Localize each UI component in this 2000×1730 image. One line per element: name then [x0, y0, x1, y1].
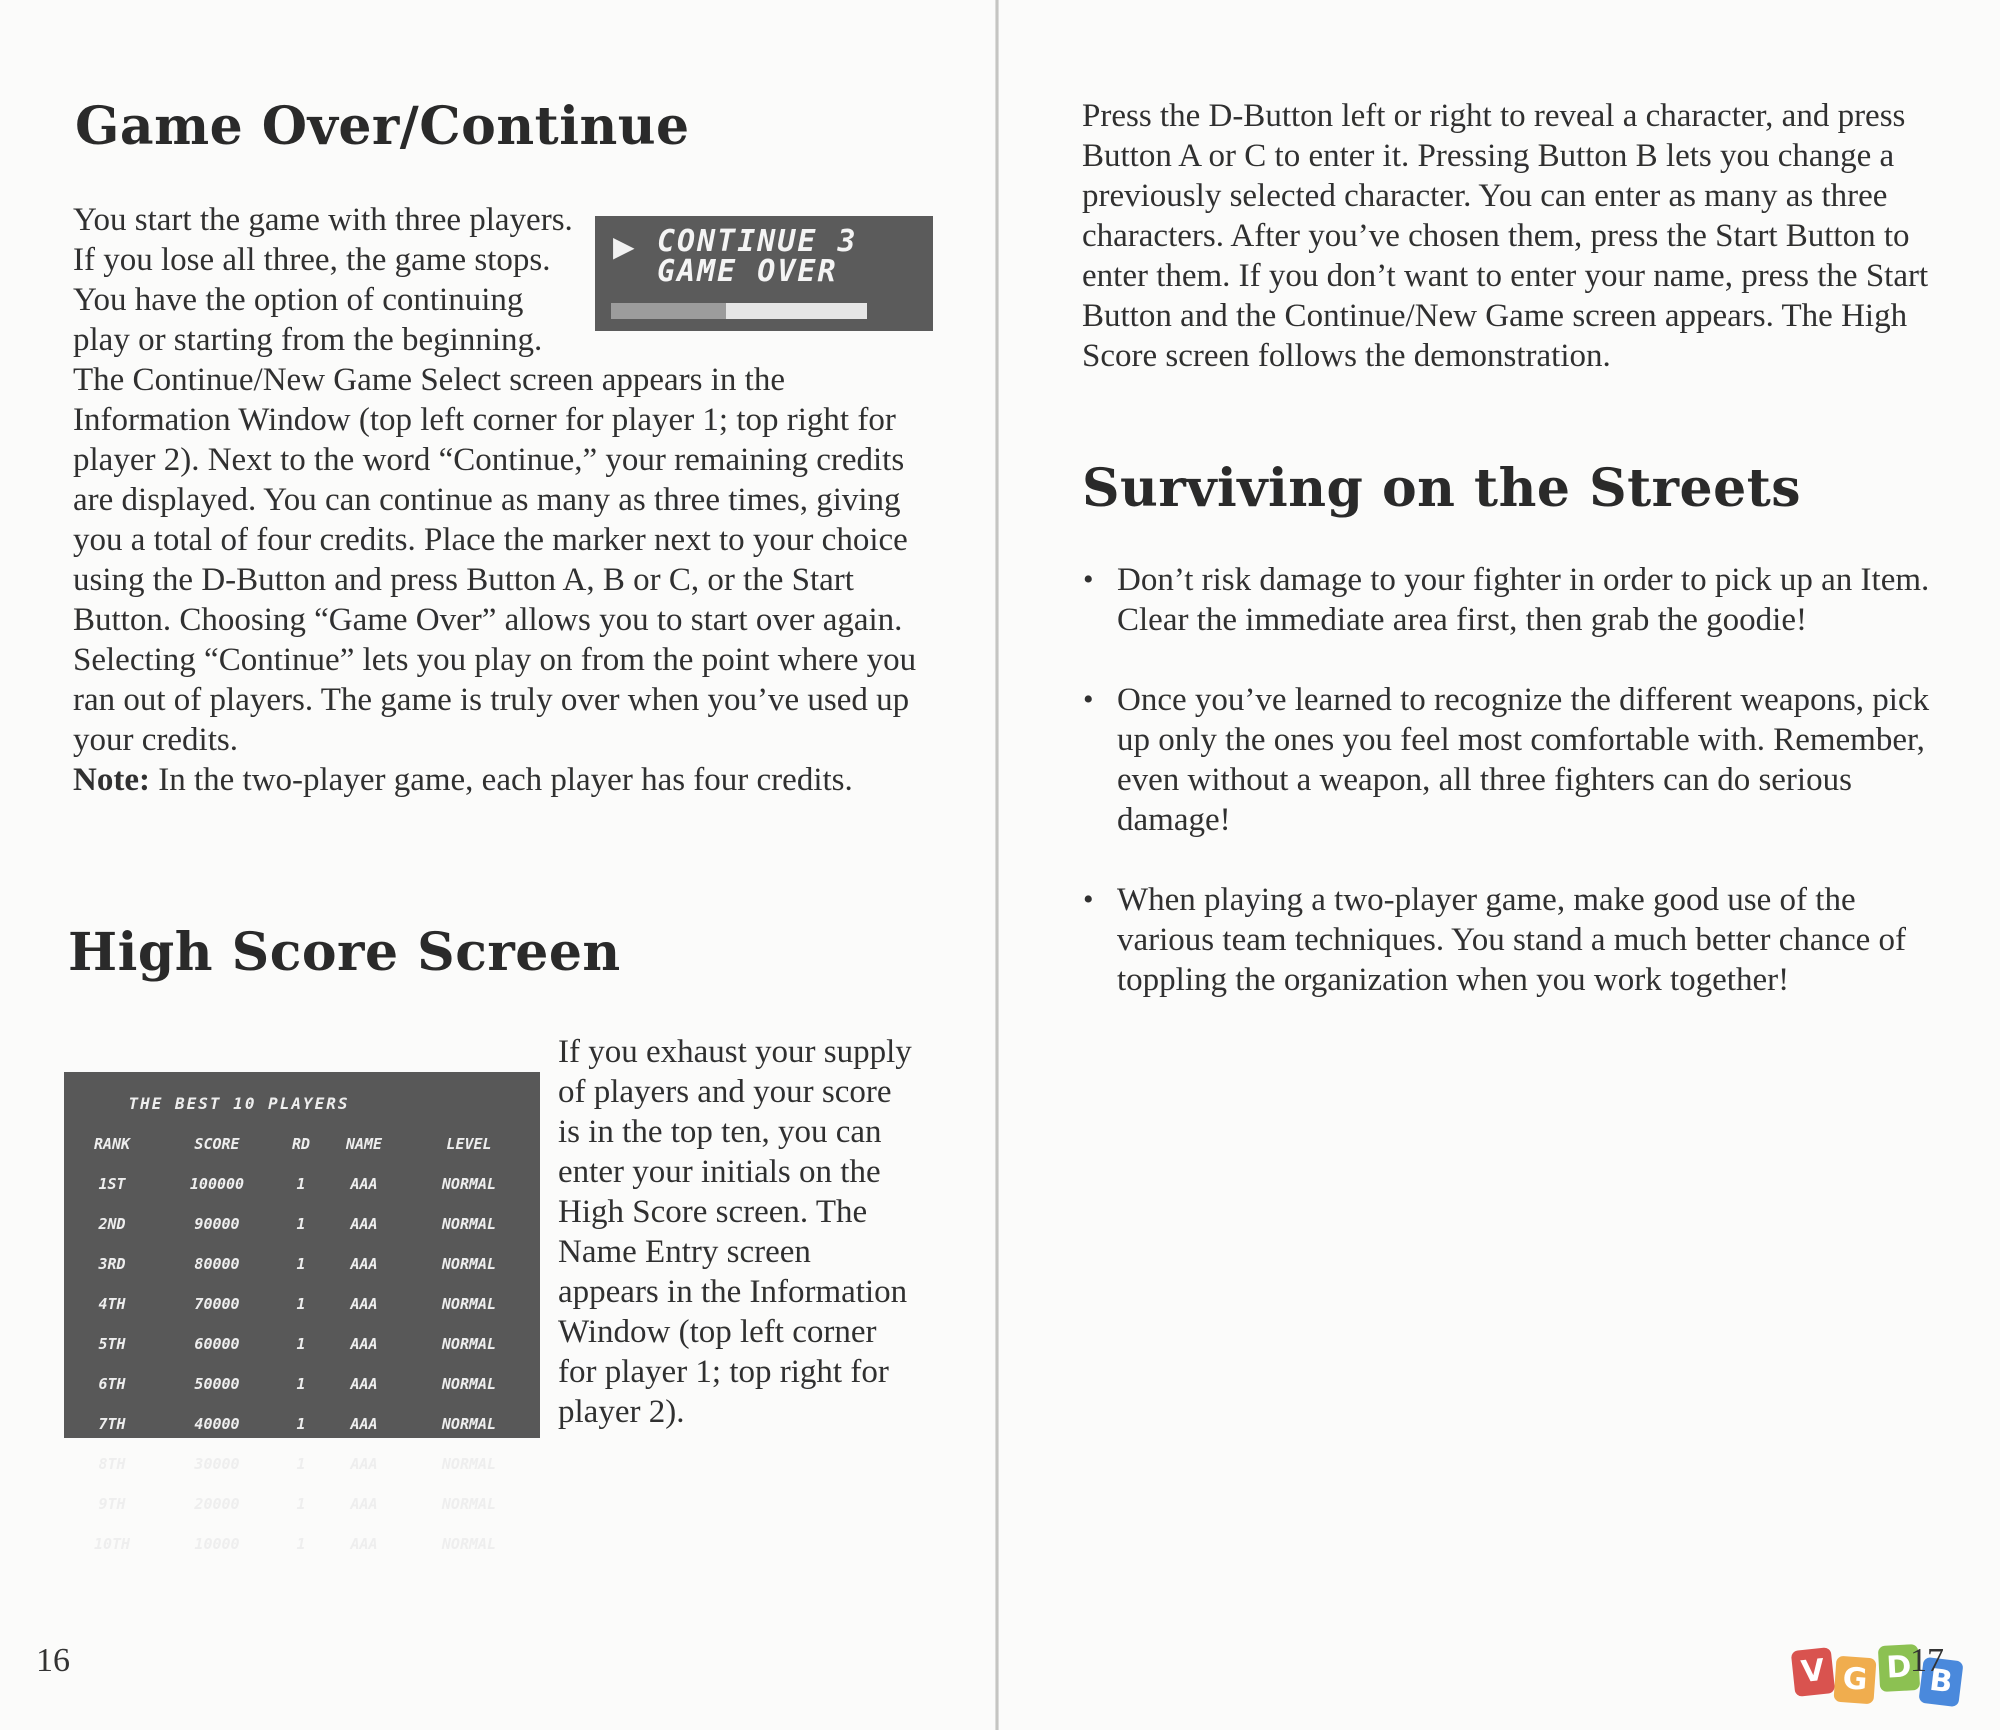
high-score-text: If you exhaust your supply of players and your score is in the top ten, you can enter your initials on the High Score screen. The Name Entry screen appears in the Information Window (top left corner for player 1; top right for player 2).: [558, 1034, 912, 1430]
level-cell: NORMAL: [441, 1215, 497, 1233]
rank-cell: 10TH: [93, 1535, 131, 1553]
score-cell: 40000: [194, 1415, 240, 1433]
page-number-left: 16: [36, 1642, 70, 1679]
name-header: NAME: [345, 1135, 383, 1153]
name-cell: AAA: [350, 1215, 378, 1233]
tip-item: [1079, 680, 1949, 840]
round-cell: 1: [296, 1255, 306, 1273]
tip-text: Once you’ve learned to recognize the different weapons, pick up only the ones you feel most comfortable with. Remember, even without a weapon, all three fighters can do serious damage!: [1117, 682, 1930, 838]
continue-screen-image: [595, 216, 933, 331]
high-score-header-row: [70, 1124, 532, 1164]
continue-option: CONTINUE 3: [657, 224, 858, 259]
rank-cell: 3RD: [98, 1255, 126, 1273]
high-score-table: [70, 1124, 532, 1564]
bullet-icon: •: [1083, 563, 1094, 596]
tips-list: [1079, 560, 1949, 1040]
table-row: [70, 1324, 532, 1364]
rank-cell: 6TH: [98, 1375, 126, 1393]
name-cell: AAA: [350, 1175, 378, 1193]
high-score-paragraph: [66, 1032, 916, 1553]
timer-bar-fill: [611, 303, 726, 319]
game-over-option: GAME OVER: [657, 254, 838, 289]
level-cell: NORMAL: [441, 1415, 497, 1433]
marker-arrow-icon: ▶: [613, 230, 635, 263]
game-over-text: You start the game with three players. If you lose all three, the game stops. You have the option of continuing play or starting from the beginning. The Continue/New Game Select screen appears in the Information Window (top left corner for player 1; top right for player 2). Next to the word “Continue,” your remaining credits are displayed. You can continue as many as three times, giving you a total of four credits. Place the marker next to your choice using the D-Button and press Button A, B or C, or the Start Button. Choosing “Game Over” allows you to start over again. Selecting “Continue” lets you play on from the point where you ran out of players. The game is truly over when you’ve used up your credits.: [73, 202, 917, 758]
level-cell: NORMAL: [441, 1175, 497, 1193]
high-score-title: THE BEST 10 PLAYERS: [128, 1094, 350, 1113]
name-cell: AAA: [350, 1495, 378, 1513]
round-cell: 1: [296, 1455, 306, 1473]
note-text: In the two-player game, each player has four credits.: [158, 762, 853, 798]
name-cell: AAA: [350, 1455, 378, 1473]
heading-high-score-screen: High Score Screen: [68, 922, 621, 983]
level-cell: NORMAL: [441, 1335, 497, 1353]
score-cell: 50000: [194, 1375, 240, 1393]
name-cell: AAA: [350, 1335, 378, 1353]
name-cell: AAA: [350, 1255, 378, 1273]
heading-surviving-on-the-streets: Surviving on the Streets: [1082, 458, 1802, 519]
score-cell: 70000: [194, 1295, 240, 1313]
table-row: [70, 1244, 532, 1284]
page-gutter: [995, 0, 999, 1730]
note-label: Note:: [73, 762, 150, 798]
logo-letter-g: G: [1833, 1656, 1876, 1705]
rank-cell: 4TH: [98, 1295, 126, 1313]
name-cell: AAA: [350, 1535, 378, 1553]
high-score-rows: [70, 1164, 532, 1564]
rank-cell: 5TH: [98, 1335, 126, 1353]
rank-cell: 7TH: [98, 1415, 126, 1433]
tip-item: [1079, 560, 1949, 640]
score-cell: 20000: [194, 1495, 240, 1513]
tip-text: Don’t risk damage to your fighter in order to pick up an Item. Clear the immediate area first, then grab the goodie!: [1117, 562, 1930, 638]
table-row: [70, 1284, 532, 1324]
round-cell: 1: [296, 1375, 306, 1393]
round-cell: 1: [296, 1295, 306, 1313]
table-row: [70, 1164, 532, 1204]
level-cell: NORMAL: [441, 1535, 497, 1553]
logo-letter-d: D: [1878, 1644, 1920, 1692]
bullet-icon: •: [1083, 683, 1094, 716]
score-cell: 60000: [194, 1335, 240, 1353]
rank-cell: 1ST: [98, 1175, 126, 1193]
score-cell: 30000: [194, 1455, 240, 1473]
level-cell: NORMAL: [441, 1375, 497, 1393]
round-cell: 1: [296, 1535, 306, 1553]
table-row: [70, 1204, 532, 1244]
rank-cell: 2ND: [98, 1215, 126, 1233]
score-cell: 80000: [194, 1255, 240, 1273]
score-header: SCORE: [194, 1135, 240, 1153]
round-cell: 1: [296, 1495, 306, 1513]
tip-text: When playing a two-player game, make good use of the various team techniques. You stand a much better chance of toppling the organization when you work together!: [1117, 882, 1907, 998]
logo-letter-v: V: [1791, 1647, 1836, 1697]
round-cell: 1: [296, 1335, 306, 1353]
name-entry-paragraph: Press the D-Button left or right to reveal a character, and press Button A or C to enter it. Pressing Button B lets you change a previously selected character. You can enter as many as three characters. After you’ve chosen them, press the Start Button to enter them. If you don’t want to enter your name, press the Start Button and the Continue/New Game screen appears. The High Score screen follows the demonstration.: [1082, 98, 1929, 374]
left-page: [0, 0, 998, 1730]
level-header: LEVEL: [446, 1135, 492, 1153]
table-row: [70, 1364, 532, 1404]
game-over-paragraph: [73, 200, 933, 800]
table-row: [70, 1524, 532, 1564]
round-cell: 1: [296, 1215, 306, 1233]
table-row: [70, 1444, 532, 1484]
name-cell: AAA: [350, 1375, 378, 1393]
level-cell: NORMAL: [441, 1455, 497, 1473]
rank-cell: 9TH: [98, 1495, 126, 1513]
table-row: [70, 1404, 532, 1444]
round-header: RD: [291, 1135, 311, 1153]
level-cell: NORMAL: [441, 1495, 497, 1513]
round-cell: 1: [296, 1175, 306, 1193]
score-cell: 100000: [189, 1175, 245, 1193]
high-score-table-image: [64, 1072, 540, 1553]
level-cell: NORMAL: [441, 1255, 497, 1273]
heading-game-over-continue: Game Over/Continue: [75, 96, 690, 157]
name-cell: AAA: [350, 1295, 378, 1313]
score-cell: 10000: [194, 1535, 240, 1553]
timer-bar: [611, 303, 867, 319]
tip-item: [1079, 880, 1949, 1000]
page-number-right: 17: [1910, 1642, 1944, 1679]
logo-letter-b: B: [1918, 1657, 1963, 1708]
right-page: [1000, 0, 2000, 1730]
name-cell: AAA: [350, 1415, 378, 1433]
score-cell: 90000: [194, 1215, 240, 1233]
round-cell: 1: [296, 1415, 306, 1433]
level-cell: NORMAL: [441, 1295, 497, 1313]
bullet-icon: •: [1083, 883, 1094, 916]
table-row: [70, 1484, 532, 1524]
rank-header: RANK: [93, 1135, 131, 1153]
rank-cell: 8TH: [98, 1455, 126, 1473]
